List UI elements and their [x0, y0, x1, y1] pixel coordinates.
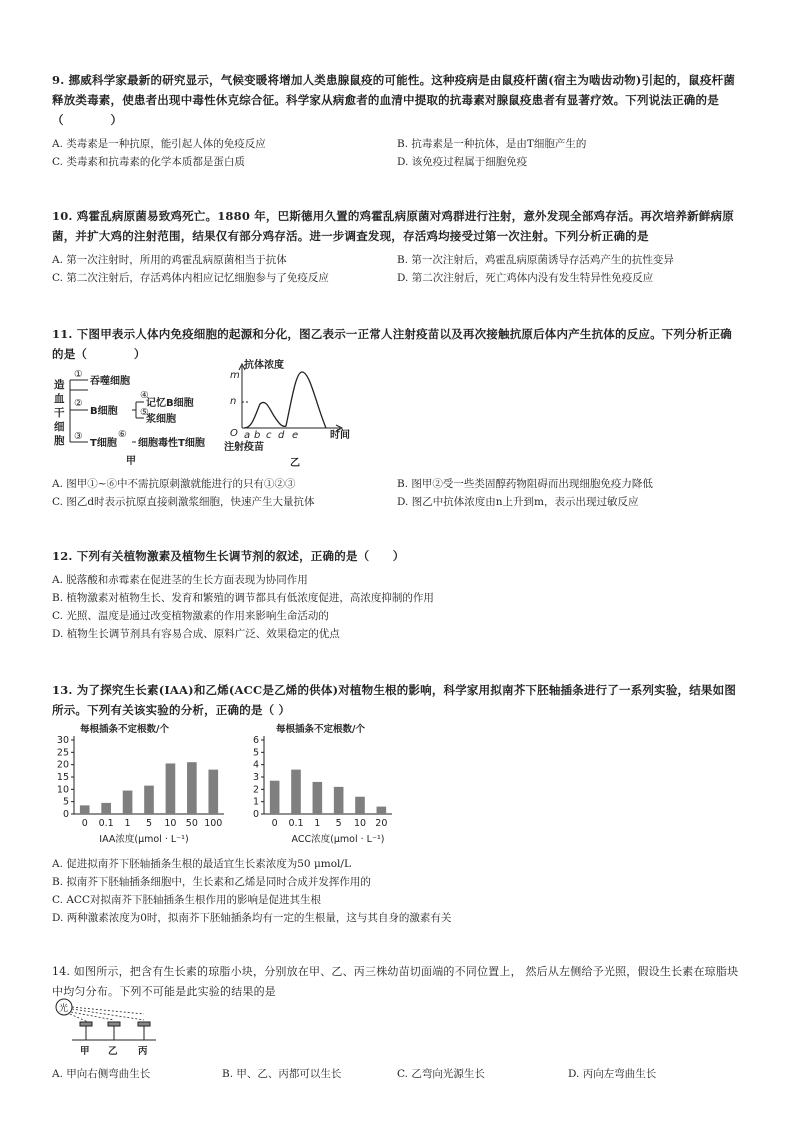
step-4-label: ④ — [140, 390, 149, 401]
x-tick-label: 0 — [271, 818, 278, 829]
vaccine-annotation: 注射疫苗 — [224, 442, 264, 453]
acc-bar-chart — [248, 720, 418, 848]
step-2-label: ② — [74, 398, 83, 409]
q14-option-d[interactable]: D. 丙向左弯曲生长 — [568, 1068, 657, 1080]
q13-option-b[interactable]: B. 拟南芥下胚轴插条细胞中，生长素和乙烯是同时合成并发挥作用的 — [52, 876, 371, 888]
step-5-label: ⑤ — [140, 407, 149, 418]
x-tick-label: 50 — [185, 818, 198, 829]
q9-option-c[interactable]: C. 类毒素和抗毒素的化学本质都是蛋白质 — [52, 156, 245, 168]
y-tick-label: 30 — [56, 735, 69, 746]
seedling-bing-label: 丙 — [138, 1046, 148, 1057]
question-9-stem: 9. 挪威科学家最新的研究显示，气候变暖将增加人类患腺鼠疫的可能性。这种疫病是由鼠疫杆菌(宿主为啮齿动物)引起的，鼠疫杆菌释放类毒素，使患者出现中毒性休克综合征。科学家从病愈者的血清中提取的抗毒素对腺鼠疫患者有显著疗效。下列说法正确的是（ ） — [52, 73, 736, 127]
y-tick-label: 20 — [56, 759, 69, 771]
q10-option-b[interactable]: B. 第一次注射后，鸡霍乱病原菌诱导存活鸡产生的抗性变异 — [397, 254, 674, 266]
question-14 — [52, 962, 742, 1002]
xtick-e: e — [292, 430, 299, 441]
x-tick-label: 0 — [81, 818, 88, 829]
cell-t: T细胞 — [90, 438, 117, 449]
x-tick-label: 0.1 — [98, 818, 114, 829]
iaa-bar-chart — [52, 720, 242, 848]
x-tick-label: 1 — [124, 818, 131, 829]
bar — [334, 787, 344, 814]
question-12 — [52, 546, 742, 566]
q11-option-c[interactable]: C. 图乙d时表示抗原直接刺激浆细胞，快速产生大量抗体 — [52, 496, 315, 508]
q13-option-d[interactable]: D. 两种激素浓度为0时，拟南芥下胚轴插条均有一定的生根量，这与其自身的激素有关 — [52, 912, 452, 924]
bar — [270, 781, 280, 814]
q10-option-c[interactable]: C. 第二次注射后，存活鸡体内相应记忆细胞参与了免疫反应 — [52, 272, 329, 284]
origin-label: O — [230, 428, 238, 439]
bar — [208, 770, 218, 814]
seedling-yi-label: 乙 — [108, 1046, 118, 1057]
question-10-stem: 10. 鸡霍乱病原菌易致鸡死亡。1880 年，巴斯德用久置的鸡霍乱病原菌对鸡群进行注射，意外发现全部鸡存活。再次培养新鲜病原菌，并扩大鸡的注射范围，结果仅有部分鸡存活。进一步调查发现，存活鸡均接受过第一次注射。下列分析正确的是 — [52, 209, 734, 243]
figure-seedlings-light — [52, 998, 162, 1058]
q12-option-b[interactable]: B. 植物激素对植物生长、发育和繁殖的调节都具有低浓度促进，高浓度抑制的作用 — [52, 592, 434, 604]
q13-option-c[interactable]: C. ACC对拟南芥下胚轴插条生根作用的影响是促进其生根 — [52, 894, 321, 906]
question-12-stem: 12. 下列有关植物激素及植物生长调节剂的叙述，正确的是（ ） — [52, 549, 405, 563]
bar — [166, 763, 176, 814]
cell-memory-b: 记忆B细胞 — [146, 398, 194, 409]
bar — [144, 786, 154, 814]
x-tick-label: 10 — [353, 818, 367, 829]
x-tick-label: 20 — [375, 818, 388, 829]
x-tick-label: 100 — [204, 818, 223, 829]
xtick-a: a — [244, 430, 251, 441]
source-char: 造 — [54, 379, 65, 391]
q12-option-c[interactable]: C. 光照、温度是通过改变植物激素的作用来影响生命活动的 — [52, 610, 329, 622]
seedling-jia-label: 甲 — [80, 1046, 90, 1057]
question-13 — [52, 680, 742, 720]
y-tick-label: 5 — [252, 747, 259, 759]
q12-option-d[interactable]: D. 植物生长调节剂具有容易合成、原料广泛、效果稳定的优点 — [52, 628, 340, 640]
step-6-label: ⑥ — [118, 429, 127, 440]
x-tick-label: 1 — [314, 818, 321, 829]
chart-acc-title: 每根插条不定根数/个 — [276, 724, 365, 735]
q11-option-b[interactable]: B. 图甲②受一些类固醇药物阻碍而出现细胞免疫力降低 — [397, 478, 653, 490]
y-tick-label: 25 — [56, 747, 69, 759]
y-tick-label: 3 — [252, 772, 259, 783]
y-tick-label: 0 — [252, 809, 259, 820]
x-tick-label: 5 — [335, 818, 342, 829]
q9-option-d[interactable]: D. 该免疫过程属于细胞免疫 — [397, 156, 528, 168]
light-label: 光 — [59, 1004, 69, 1014]
bar — [187, 762, 197, 814]
cell-plasma: 浆细胞 — [146, 414, 176, 425]
q14-option-b[interactable]: B. 甲、乙、丙都可以生长 — [222, 1068, 342, 1080]
bar — [355, 797, 365, 814]
y-tick-label: 1 — [252, 796, 259, 808]
y-tick-label: 5 — [62, 796, 69, 808]
bar — [101, 803, 111, 814]
bar — [313, 782, 323, 814]
figure-antibody-curve — [222, 358, 372, 470]
y-tick-label: 4 — [252, 759, 259, 771]
source-char: 血 — [54, 393, 65, 405]
figure-yi-caption: 乙 — [290, 458, 300, 469]
step-3-label: ③ — [74, 431, 83, 442]
question-13-stem: 13. 为了探究生长素(IAA)和乙烯(ACC是乙烯的供体)对植物生根的影响，科学家用拟南芥下胚轴插条进行了一系列实验，结果如图所示。下列有关该实验的分析，正确的是（ ） — [52, 683, 737, 717]
y-tick-label: 2 — [252, 784, 259, 796]
y-axis-label: 抗体浓度 — [244, 360, 284, 371]
q14-option-c[interactable]: C. 乙弯向光源生长 — [397, 1068, 485, 1080]
y-tick-label: 10 — [56, 784, 69, 796]
bar — [123, 791, 133, 814]
cell-cytotoxic-t: 细胞毒性T细胞 — [138, 438, 205, 449]
question-11-stem: 11. 下图甲表示人体内免疫细胞的起源和分化，图乙表示一正常人注射疫苗以及再次接触抗原后体内产生抗体的反应。下列分析正确的是（ ） — [52, 327, 733, 361]
q11-option-a[interactable]: A. 图甲①~⑥中不需抗原刺激就能进行的只有①②③ — [52, 478, 296, 490]
q11-option-d[interactable]: D. 图乙中抗体浓度由n上升到m，表示出现过敏反应 — [397, 496, 639, 508]
xtick-b: b — [254, 430, 261, 441]
cell-phagocyte: 吞噬细胞 — [90, 376, 130, 387]
q10-option-d[interactable]: D. 第二次注射后，死亡鸡体内没有发生特异性免疫反应 — [397, 272, 654, 284]
cell-b: B细胞 — [90, 406, 118, 417]
ytick-m: m — [230, 370, 240, 381]
xtick-d: d — [278, 430, 285, 441]
chart-iaa-xlabel: IAA浓度(μmol · L⁻¹) — [99, 834, 189, 845]
x-axis-label: 时间 — [330, 430, 350, 441]
q12-option-a[interactable]: A. 脱落酸和赤霉素在促进茎的生长方面表现为协同作用 — [52, 574, 308, 586]
chart-acc-xlabel: ACC浓度(μmol · L⁻¹) — [291, 834, 385, 845]
ytick-n: n — [230, 396, 237, 407]
question-14-stem: 14. 如图所示，把含有生长素的琼脂小块，分别放在甲、乙、丙三株幼苗切面端的不同位置上， 然后从左侧给予光照，假设生长素在琼脂块中均匀分布。下列不可能是此实验的结果的是 — [52, 965, 739, 998]
q13-option-a[interactable]: A. 促进拟南芥下胚轴插条生根的最适宜生长素浓度为50 μmol/L — [52, 858, 351, 870]
bar — [377, 807, 387, 814]
x-tick-label: 5 — [145, 818, 153, 829]
q14-option-a[interactable]: A. 甲向右侧弯曲生长 — [52, 1068, 151, 1080]
question-9 — [52, 70, 742, 130]
y-tick-label: 6 — [252, 735, 259, 746]
bar — [80, 805, 90, 814]
q9-option-a[interactable]: A. 类毒素是一种抗原，能引起人体的免疫反应 — [52, 138, 266, 150]
bar — [291, 770, 301, 814]
figure-immune-cell-origin — [50, 366, 220, 466]
q10-option-a[interactable]: A. 第一次注射时，所用的鸡霍乱病原菌相当于抗体 — [52, 254, 287, 266]
step-1-label: ① — [74, 369, 83, 380]
figure-jia-caption: 甲 — [126, 456, 136, 466]
source-char: 胞 — [54, 435, 65, 447]
y-tick-label: 15 — [56, 772, 69, 783]
question-11 — [52, 324, 742, 364]
source-char: 细 — [54, 421, 65, 433]
x-tick-label: 10 — [164, 818, 177, 829]
question-10 — [52, 206, 742, 246]
xtick-c: c — [266, 430, 272, 441]
chart-iaa-title: 每根插条不定根数/个 — [80, 724, 169, 735]
q9-option-b[interactable]: B. 抗毒素是一种抗体，是由T细胞产生的 — [397, 138, 587, 150]
y-tick-label: 0 — [62, 809, 69, 820]
x-tick-label: 0.1 — [288, 818, 304, 829]
source-char: 干 — [54, 407, 65, 419]
